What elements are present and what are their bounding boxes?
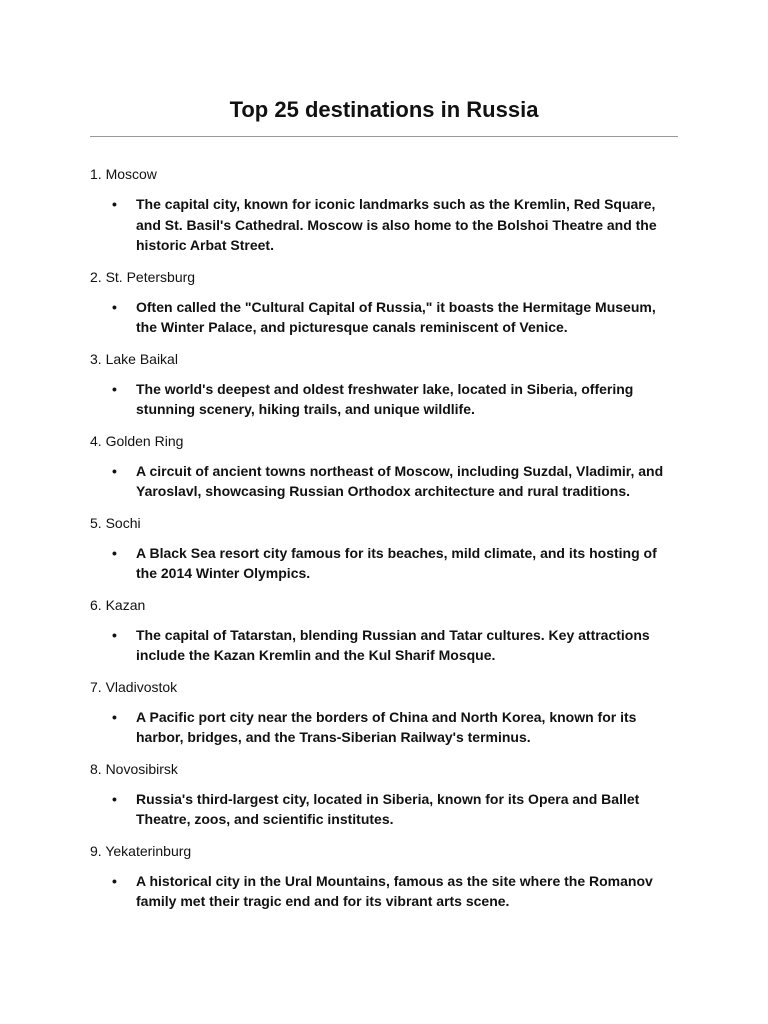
bullet-list: [90, 461, 678, 502]
list-item-kazan: [90, 595, 678, 666]
list-item-heading: 8. Novosibirsk: [90, 760, 178, 777]
bullet-list: [90, 379, 678, 420]
bullet-item: [90, 194, 678, 256]
bullet-icon: •: [112, 380, 117, 397]
list-item-yekaterinburg: [90, 841, 678, 912]
bullet-text: The capital of Tatarstan, blending Russian and Tatar cultures. Key attractions include the Kazan Kremlin and the Kul Sharif Mosque.: [136, 626, 650, 663]
bullet-text: A circuit of ancient towns northeast of Moscow, including Suzdal, Vladimir, and Yaroslavl, showcasing Russian Orthodox architecture and rural traditions.: [136, 462, 664, 499]
bullet-list: [90, 625, 678, 666]
list-item-golden-ring: [90, 431, 678, 502]
bullet-item: [90, 379, 678, 420]
bullet-text: A historical city in the Ural Mountains, famous as the site where the Romanov family met their tragic end and for its vibrant arts scene.: [136, 872, 653, 909]
bullet-item: [90, 625, 678, 666]
bullet-text: A Pacific port city near the borders of China and North Korea, known for its harbor, bridges, and the Trans-Siberian Railway's terminus.: [136, 708, 637, 745]
bullet-icon: •: [112, 790, 117, 807]
bullet-item: [90, 543, 678, 584]
list-item-heading: 3. Lake Baikal: [90, 350, 178, 367]
list-item-heading: 5. Sochi: [90, 514, 141, 531]
bullet-list: [90, 297, 678, 338]
list-item-st-petersburg: [90, 267, 678, 338]
bullet-item: [90, 707, 678, 748]
bullet-icon: •: [112, 196, 117, 212]
bullet-text: The capital city, known for iconic landmarks such as the Kremlin, Red Square, and St. Basil's Cathedral. Moscow is also home to the Bolshoi Theatre and the historic Arbat Street.: [136, 196, 657, 253]
bullet-text: Russia's third-largest city, located in Siberia, known for its Opera and Ballet Theatre, zoos, and scientific institutes.: [136, 790, 640, 827]
bullet-icon: •: [112, 544, 117, 561]
bullet-list: [90, 543, 678, 584]
bullet-list: [90, 871, 678, 912]
list-item-moscow: [90, 164, 678, 256]
list-item-heading: 9. Yekaterinburg: [90, 842, 192, 859]
bullet-text: A Black Sea resort city famous for its beaches, mild climate, and its hosting of the 2014 Winter Olympics.: [136, 544, 657, 581]
document-page: [90, 0, 678, 923]
bullet-icon: •: [112, 708, 117, 725]
list-item-vladivostok: [90, 677, 678, 748]
bullet-icon: •: [112, 872, 117, 889]
page-title: Top 25 destinations in Russia: [229, 97, 539, 122]
list-item-heading: 4. Golden Ring: [90, 432, 184, 449]
bullet-icon: •: [112, 462, 117, 479]
title-divider: [90, 136, 678, 137]
bullet-list: [90, 789, 678, 830]
list-item-heading: 1. Moscow: [90, 166, 157, 182]
destination-list: [90, 164, 678, 912]
list-item-novosibirsk: [90, 759, 678, 830]
list-item-sochi: [90, 513, 678, 584]
bullet-icon: •: [112, 298, 117, 315]
bullet-item: [90, 461, 678, 502]
bullet-text: The world's deepest and oldest freshwater lake, located in Siberia, offering stunning scenery, hiking trails, and unique wildlife.: [136, 380, 634, 417]
list-item-heading: 7. Vladivostok: [90, 678, 178, 695]
bullet-icon: •: [112, 626, 117, 643]
list-item-heading: 2. St. Petersburg: [90, 268, 196, 285]
bullet-list: [90, 194, 678, 256]
bullet-text: Often called the "Cultural Capital of Russia," it boasts the Hermitage Museum, the Winter Palace, and picturesque canals reminiscent of Venice.: [136, 298, 656, 335]
bullet-item: [90, 789, 678, 830]
list-item-heading: 6. Kazan: [90, 596, 146, 613]
bullet-list: [90, 707, 678, 748]
bullet-item: [90, 297, 678, 338]
list-item-lake-baikal: [90, 349, 678, 420]
bullet-item: [90, 871, 678, 912]
